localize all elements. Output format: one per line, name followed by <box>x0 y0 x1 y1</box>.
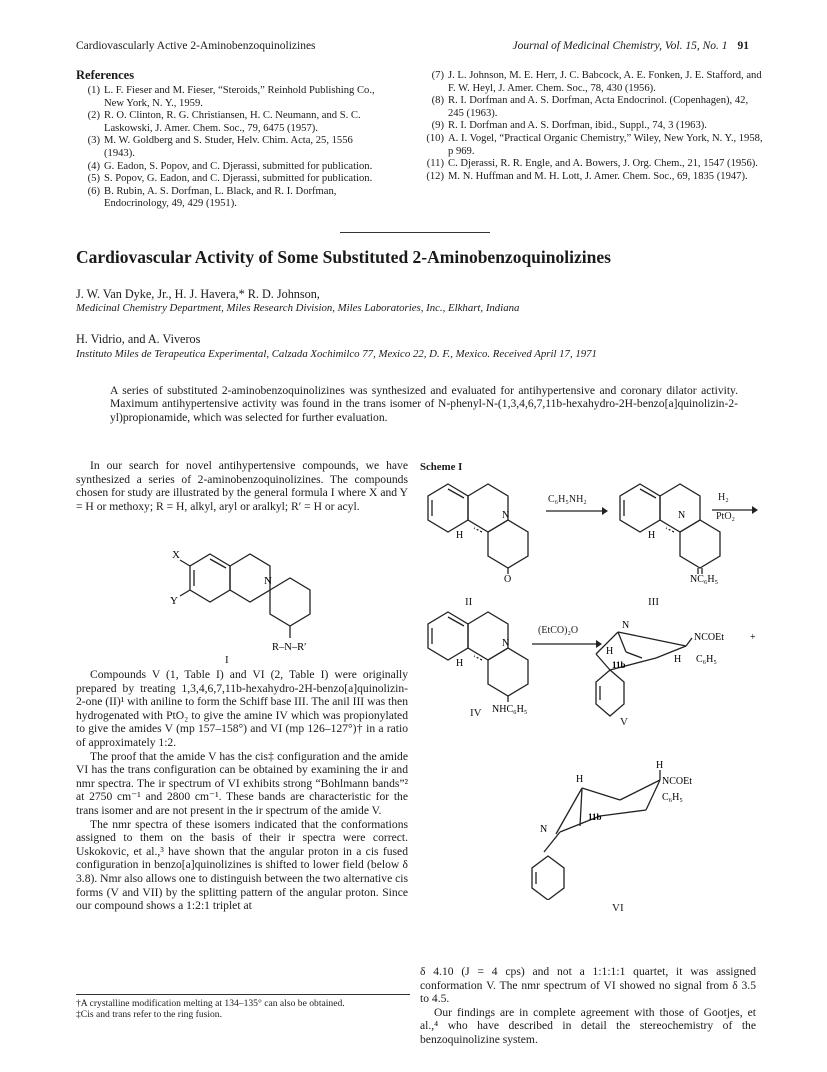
compound-VI-h2: H <box>656 760 664 771</box>
reference-item <box>76 186 376 211</box>
reference-text: M. N. Huffman and M. H. Lott, J. Amer. Chem. Soc., 69, 1835 (1947). <box>448 170 748 182</box>
compound-V-substituent-1: NCOEt <box>694 632 724 643</box>
reference-text: C. Djerassi, R. R. Engle, and A. Bowers, J. Org. Chem., 21, 1547 (1956). <box>448 158 758 170</box>
article-title: Cardiovascular Activity of Some Substituted 2-Aminobenzoquinolizines <box>76 247 611 267</box>
references-left <box>76 85 376 211</box>
reference-item <box>420 158 765 171</box>
reference-number: (4) <box>87 160 100 172</box>
compound-II-n: N <box>502 510 510 521</box>
body-paragraphs-right <box>420 965 756 1047</box>
formula-I-n: N <box>264 575 272 587</box>
compound-III-substituent: NC₆H₅ <box>690 574 719 584</box>
compound-IV-substituent: NHC₆H₅ <box>492 704 528 715</box>
compound-II <box>420 474 535 584</box>
reference-item <box>420 70 765 95</box>
reference-number: (5) <box>87 173 100 185</box>
reference-item <box>420 95 765 120</box>
reference-text: J. L. Johnson, M. E. Herr, J. C. Babcock, A. E. Fonken, J. E. Stafford, and F. W. Heyl, J. Amer. Chem. Soc., 78, 430 (1956). <box>448 70 762 94</box>
reference-item <box>76 161 376 174</box>
reference-text: R. I. Dorfman and A. S. Dorfman, ibid., Suppl., 74, 3 (1963). <box>448 120 707 132</box>
reference-text: G. Eadon, S. Popov, and C. Djerassi, submitted for publication. <box>104 160 373 172</box>
reaction-arrow-2 <box>712 505 758 515</box>
reference-text: M. W. Goldberg and S. Studer, Helv. Chim. Acta, 25, 1556 (1943). <box>104 135 353 159</box>
authors-group-2: H. Vidrio, and A. Viveros <box>76 332 201 346</box>
compound-III-n: N <box>678 510 686 521</box>
journal-citation <box>513 40 749 52</box>
reference-item <box>76 173 376 186</box>
scheme-label: Scheme I <box>420 461 463 473</box>
authors-group-1: J. W. Van Dyke, Jr., H. J. Havera,* R. D. Johnson, <box>76 287 320 301</box>
references-heading: References <box>76 68 135 82</box>
reference-number: (3) <box>87 135 100 147</box>
reagent-pto2: PtO₂ <box>716 511 736 522</box>
compound-II-o: O <box>504 574 512 584</box>
reference-item <box>420 133 765 158</box>
formula-I-substituent: R–N–R′ <box>272 642 307 653</box>
abstract: A series of substituted 2-aminobenzoquinolizines was synthesized and evaluated for antihypertensive and coronary dilator activity. Maximum antihypertensive activity was found in the trans isomer of N-phenyl-N-(1,3,4,6,7,11b-hexahydro-2H-benzo[a]quinolizin-2-yl)propionamide, which was selected for further evaluation. <box>110 384 738 424</box>
reference-number: (11) <box>426 158 444 170</box>
compound-VI-label: VI <box>612 902 624 914</box>
footnote-rule <box>76 994 410 995</box>
compound-VI-position: 11b <box>588 812 602 822</box>
compound-V-position: 11b <box>612 660 626 670</box>
divider-rule <box>340 232 490 233</box>
body-paragraphs-main <box>76 668 408 913</box>
reagent-aniline: C₆H₅NH₂ <box>548 494 587 505</box>
reference-number: (12) <box>426 170 444 182</box>
reference-text: L. F. Fieser and M. Fieser, “Steroids,” Reinhold Publishing Co., New York, N. Y., 1959. <box>104 85 375 109</box>
reference-number: (9) <box>431 120 444 132</box>
compound-V-h2: H <box>674 654 682 665</box>
reference-item <box>76 85 376 110</box>
paragraph-4: The nmr spectra of these isomers indicated that the conformations assigned to them on the basis of their ir spectra were correct. Uskokovic, et al.,³ have shown that the angular proton in a cis fused configuration in benzo[a]quinolizines is shifted to lower field (below δ 3.8). Nmr also allows one to distinguish between the two alternative cis forms (V and VII) by the splitting pattern of the angular proton. Since our compound shows a 1:2:1 triplet at <box>76 817 408 913</box>
compound-VI-h1: H <box>576 774 584 785</box>
compound-V-plus: + <box>750 632 756 643</box>
compound-II-h: H <box>456 530 464 541</box>
affiliation-2: Instituto Miles de Terapeutica Experimental, Calzada Xochimilco 77, Mexico 22, D. F., Mexico. Received April 17, 1971 <box>76 348 597 360</box>
compound-III <box>612 474 727 584</box>
reference-text: B. Rubin, A. S. Dorfman, L. Black, and R. I. Dorfman, Endocrinology, 49, 429 (1951). <box>104 185 337 210</box>
compound-IV-h: H <box>456 658 464 669</box>
affiliation-1: Medicinal Chemistry Department, Miles Research Division, Miles Laboratories, Inc., Elkhart, Indiana <box>76 302 520 314</box>
reference-number: (10) <box>426 132 444 144</box>
compound-VI-n: N <box>540 824 548 835</box>
paragraph-3: The proof that the amide V has the cis‡ configuration and the amide VI has the trans configuration can be obtained by examining the ir and nmr spectra. The ir spectrum of VI exhibits strong “Bohlmann bands”² at 2750 cm⁻¹ and 2800 cm⁻¹. These bands are characteristic for the trans isomer and are not present in the ir spectrum of the amide V. <box>76 749 408 817</box>
compound-IV-n: N <box>502 638 510 649</box>
compound-IV-label: IV <box>470 707 482 719</box>
page-number: 91 <box>737 40 749 52</box>
compound-VI-substituent-2: C₆H₅ <box>662 792 683 803</box>
reaction-arrow-1 <box>546 506 608 516</box>
body-paragraph-intro <box>76 459 408 513</box>
reference-number: (7) <box>431 70 444 81</box>
reference-number: (6) <box>87 185 100 197</box>
reference-item <box>76 110 376 135</box>
footnote-double-dagger: ‡Cis and trans refer to the ring fusion. <box>76 1009 223 1020</box>
running-head: Cardiovascularly Active 2-Aminobenzoquinolizines <box>76 40 316 52</box>
reference-text: S. Popov, G. Eadon, and C. Djerassi, submitted for publication. <box>104 173 373 185</box>
compound-IV <box>420 606 535 716</box>
paragraph-5: δ 4.10 (J = 4 cps) and not a 1:1:1:1 quartet, it was assigned conformation V. The nmr spectrum of VI showed no signal from δ 3.5 to 4.5. <box>420 965 756 1006</box>
reference-number: (8) <box>431 95 444 107</box>
compound-V-substituent-2: C₆H₅ <box>696 654 717 665</box>
compound-II-label: II <box>465 596 473 608</box>
formula-I-x: X <box>172 549 180 561</box>
paragraph-6: Our findings are in complete agreement with those of Gootjes, et al.,⁴ who have described in detail the stereochemistry of the benzoquinolizine system. <box>420 1005 756 1046</box>
formula-I-y: Y <box>170 595 178 607</box>
compound-V-label: V <box>620 716 628 728</box>
reagent-hydrogen: H₂ <box>718 492 729 503</box>
compound-V-h: H <box>606 646 614 657</box>
compound-III-h: H <box>648 530 656 541</box>
compound-V <box>566 612 776 722</box>
reference-item <box>76 135 376 160</box>
reference-number: (2) <box>87 110 100 122</box>
reference-text: R. I. Dorfman and A. S. Dorfman, Acta Endocrinol. (Copenhagen), 42, 245 (1963). <box>448 95 749 119</box>
compound-III-label: III <box>648 596 659 608</box>
paragraph-2: Compounds V (1, Table I) and VI (2, Table I) were originally prepared by treating 1,3,4,6,7,11b-hexahydro-2H-benzo[a]quinolizin-2-one (II)¹ with aniline to form the Schiff base III. The anil III was then hydrogenated with PtO₂ to give the amine IV which was propionylated to give the amides V (mp 157–158°) and VI (mp 126–127°)† in a ratio of approximately 1:2. <box>76 668 408 749</box>
reagent-propionic-anhydride: (EtCO)₂O <box>538 625 579 636</box>
paragraph-1: In our search for novel antihypertensive compounds, we have synthesized a series of 2-aminobenzoquinolizines. The compounds chosen for study are illustrated by the general formula I where X and Y = H or methoxy; R = H, alkyl, aryl or aralkyl; R′ = H or acyl. <box>76 459 408 513</box>
references-right <box>420 70 765 183</box>
reference-item <box>420 171 765 184</box>
reference-text: R. O. Clinton, R. G. Christiansen, H. C. Neumann, and S. C. Laskowski, J. Amer. Chem. Soc., 79, 6475 (1957). <box>104 110 361 134</box>
compound-VI <box>520 760 720 900</box>
formula-I-label: I <box>225 654 229 666</box>
compound-V-n: N <box>622 620 630 631</box>
footnotes <box>76 998 410 1020</box>
reference-number: (1) <box>87 85 100 96</box>
reference-item <box>420 120 765 133</box>
formula-I <box>160 534 360 654</box>
reference-text: A. I. Vogel, “Practical Organic Chemistry,” Wiley, New York, N. Y., 1958, p 969. <box>448 132 763 157</box>
compound-VI-substituent-1: NCOEt <box>662 776 692 787</box>
journal-name: Journal of Medicinal Chemistry, Vol. 15, No. 1 <box>512 40 728 52</box>
footnote-dagger: †A crystalline modification melting at 134–135° can also be obtained. <box>76 998 345 1009</box>
